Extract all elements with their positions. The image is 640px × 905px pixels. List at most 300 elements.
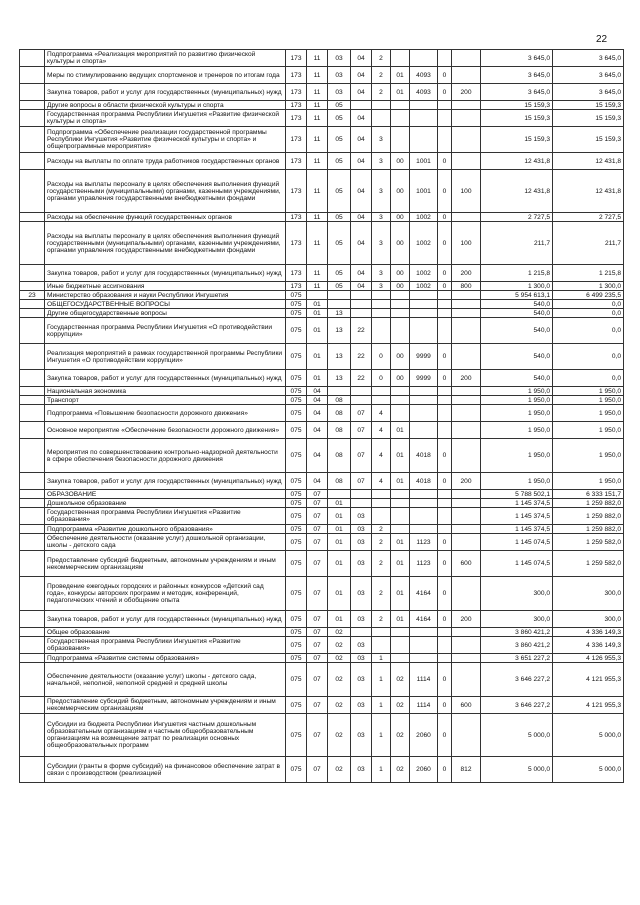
- table-row: [20, 697, 624, 714]
- direction-suffix-cell: 0: [438, 473, 452, 490]
- direction-code-cell: 1114: [410, 663, 438, 697]
- direction-suffix-cell: [438, 291, 452, 300]
- row-number-cell: [20, 282, 45, 291]
- amount-cell-2: 4 336 149,3: [553, 628, 624, 637]
- table-row: [20, 291, 624, 300]
- subsection-code-cell: 02: [328, 637, 351, 654]
- amount-cell-2: 0,0: [553, 370, 624, 387]
- row-number-cell: [20, 300, 45, 309]
- table-row: [20, 534, 624, 551]
- table-row: [20, 525, 624, 534]
- table-row: [20, 67, 624, 84]
- item-name-cell: Государственная программа Республики Ингушетия «Развитие физической культуры и спорта»: [45, 110, 286, 127]
- subprogram-code-cell: 3: [372, 153, 391, 170]
- subprogram-code-cell: 2: [372, 577, 391, 611]
- direction-suffix-cell: 0: [438, 611, 452, 628]
- item-name-cell: Подпрограмма «Обеспечение реализации государственной программы Республики Ингушетия «Развитие физической культуры и спорта» и общепрограммные мероприятия»: [45, 127, 286, 153]
- expense-type-cell: 100: [452, 222, 481, 265]
- amount-cell-2: 6 333 151,7: [553, 490, 624, 499]
- row-number-cell: [20, 84, 45, 101]
- row-number-cell: [20, 697, 45, 714]
- subprogram-code-cell: 1: [372, 654, 391, 663]
- program-code-cell: 03: [351, 757, 372, 783]
- table-row: [20, 611, 624, 628]
- item-name-cell: Закупка товаров, работ и услуг для государственных (муниципальных) нужд: [45, 473, 286, 490]
- direction-suffix-cell: 0: [438, 222, 452, 265]
- subsection-code-cell: 01: [328, 577, 351, 611]
- activity-code-cell: [391, 309, 410, 318]
- subprogram-code-cell: [372, 508, 391, 525]
- ministry-code-cell: 075: [286, 508, 307, 525]
- subsection-code-cell: 01: [328, 551, 351, 577]
- section-code-cell: 07: [307, 663, 328, 697]
- section-code-cell: 11: [307, 50, 328, 67]
- section-code-cell: 01: [307, 344, 328, 370]
- amount-cell-2: 1 950,0: [553, 396, 624, 405]
- subsection-code-cell: 02: [328, 697, 351, 714]
- section-code-cell: 07: [307, 654, 328, 663]
- item-name-cell: Обеспечение деятельности (оказание услуг) дошкольной организации, школы - детского сада: [45, 534, 286, 551]
- amount-cell-1: 1 950,0: [481, 405, 553, 422]
- activity-code-cell: 00: [391, 213, 410, 222]
- amount-cell-1: 1 300,0: [481, 282, 553, 291]
- row-number-cell: [20, 757, 45, 783]
- ministry-code-cell: 173: [286, 101, 307, 110]
- row-number-cell: [20, 663, 45, 697]
- row-number-cell: [20, 551, 45, 577]
- row-number-cell: [20, 654, 45, 663]
- amount-cell-2: 12 431,8: [553, 170, 624, 213]
- amount-cell-2: 15 159,3: [553, 110, 624, 127]
- program-code-cell: 04: [351, 153, 372, 170]
- expense-type-cell: [452, 318, 481, 344]
- amount-cell-1: 5 788 502,1: [481, 490, 553, 499]
- section-code-cell: 07: [307, 637, 328, 654]
- direction-suffix-cell: 0: [438, 67, 452, 84]
- subsection-code-cell: 08: [328, 473, 351, 490]
- amount-cell-2: 1 259 882,0: [553, 525, 624, 534]
- ministry-code-cell: 173: [286, 213, 307, 222]
- direction-code-cell: [410, 490, 438, 499]
- ministry-code-cell: 075: [286, 318, 307, 344]
- subsection-code-cell: 05: [328, 213, 351, 222]
- activity-code-cell: [391, 490, 410, 499]
- table-row: [20, 213, 624, 222]
- item-name-cell: Субсидии (гранты в форме субсидий) на финансовое обеспечение затрат в связи с производством (реализацией: [45, 757, 286, 783]
- subprogram-code-cell: 0: [372, 370, 391, 387]
- expense-type-cell: 200: [452, 265, 481, 282]
- subprogram-code-cell: 4: [372, 422, 391, 439]
- row-number-cell: [20, 344, 45, 370]
- direction-suffix-cell: 0: [438, 84, 452, 101]
- ministry-code-cell: 075: [286, 499, 307, 508]
- subsection-code-cell: 02: [328, 663, 351, 697]
- table-row: [20, 50, 624, 67]
- ministry-code-cell: 075: [286, 439, 307, 473]
- ministry-code-cell: 075: [286, 405, 307, 422]
- subsection-code-cell: 03: [328, 67, 351, 84]
- amount-cell-2: 5 000,0: [553, 757, 624, 783]
- ministry-code-cell: 075: [286, 387, 307, 396]
- table-row: [20, 551, 624, 577]
- subsection-code-cell: 05: [328, 282, 351, 291]
- amount-cell-1: 15 159,3: [481, 127, 553, 153]
- amount-cell-2: 3 645,0: [553, 67, 624, 84]
- subsection-code-cell: [328, 300, 351, 309]
- ministry-code-cell: 075: [286, 370, 307, 387]
- section-code-cell: 04: [307, 473, 328, 490]
- section-code-cell: 04: [307, 405, 328, 422]
- amount-cell-2: 3 645,0: [553, 84, 624, 101]
- row-number-cell: [20, 370, 45, 387]
- direction-suffix-cell: 0: [438, 697, 452, 714]
- ministry-code-cell: 075: [286, 309, 307, 318]
- amount-cell-1: 3 860 421,2: [481, 637, 553, 654]
- ministry-code-cell: 075: [286, 551, 307, 577]
- expense-type-cell: [452, 405, 481, 422]
- row-number-cell: [20, 387, 45, 396]
- direction-suffix-cell: 0: [438, 551, 452, 577]
- row-number-cell: [20, 265, 45, 282]
- expense-type-cell: [452, 422, 481, 439]
- item-name-cell: Подпрограмма «Реализация мероприятий по развитию физической культуры и спорта»: [45, 50, 286, 67]
- direction-suffix-cell: [438, 309, 452, 318]
- activity-code-cell: 02: [391, 663, 410, 697]
- amount-cell-1: 300,0: [481, 611, 553, 628]
- program-code-cell: 03: [351, 654, 372, 663]
- table-row: [20, 170, 624, 213]
- amount-cell-1: 1 950,0: [481, 396, 553, 405]
- direction-suffix-cell: [438, 127, 452, 153]
- activity-code-cell: [391, 508, 410, 525]
- ministry-code-cell: 075: [286, 757, 307, 783]
- item-name-cell: Расходы на обеспечение функций государственных органов: [45, 213, 286, 222]
- amount-cell-2: 2 727,5: [553, 213, 624, 222]
- row-number-cell: [20, 525, 45, 534]
- program-code-cell: 04: [351, 213, 372, 222]
- table-row: [20, 654, 624, 663]
- section-code-cell: 11: [307, 213, 328, 222]
- direction-code-cell: 1002: [410, 265, 438, 282]
- expense-type-cell: [452, 525, 481, 534]
- amount-cell-2: 0,0: [553, 309, 624, 318]
- program-code-cell: 22: [351, 370, 372, 387]
- subsection-code-cell: 13: [328, 318, 351, 344]
- item-name-cell: Закупка товаров, работ и услуг для государственных (муниципальных) нужд: [45, 611, 286, 628]
- amount-cell-2: 4 121 955,3: [553, 663, 624, 697]
- program-code-cell: 07: [351, 439, 372, 473]
- section-code-cell: 11: [307, 170, 328, 213]
- section-code-cell: 11: [307, 101, 328, 110]
- direction-code-cell: [410, 50, 438, 67]
- direction-code-cell: 1001: [410, 170, 438, 213]
- amount-cell-2: 1 300,0: [553, 282, 624, 291]
- direction-suffix-cell: [438, 50, 452, 67]
- activity-code-cell: 00: [391, 170, 410, 213]
- section-code-cell: 07: [307, 490, 328, 499]
- subprogram-code-cell: 1: [372, 757, 391, 783]
- activity-code-cell: 01: [391, 577, 410, 611]
- subsection-code-cell: 02: [328, 628, 351, 637]
- program-code-cell: 03: [351, 663, 372, 697]
- expense-type-cell: 200: [452, 473, 481, 490]
- expense-type-cell: [452, 490, 481, 499]
- activity-code-cell: 00: [391, 265, 410, 282]
- table-row: [20, 628, 624, 637]
- activity-code-cell: [391, 396, 410, 405]
- expense-type-cell: 600: [452, 551, 481, 577]
- subprogram-code-cell: [372, 300, 391, 309]
- amount-cell-2: 1 950,0: [553, 387, 624, 396]
- subprogram-code-cell: [372, 309, 391, 318]
- direction-code-cell: [410, 396, 438, 405]
- program-code-cell: 04: [351, 265, 372, 282]
- item-name-cell: Обеспечение деятельности (оказание услуг) школы - детского сада, начальной, неполной, неполной средней и средней школы: [45, 663, 286, 697]
- program-code-cell: 03: [351, 697, 372, 714]
- amount-cell-2: 15 159,3: [553, 101, 624, 110]
- subsection-code-cell: 03: [328, 84, 351, 101]
- amount-cell-1: 1 145 074,5: [481, 534, 553, 551]
- expense-type-cell: 200: [452, 611, 481, 628]
- program-code-cell: 04: [351, 127, 372, 153]
- direction-code-cell: 1001: [410, 153, 438, 170]
- direction-code-cell: [410, 525, 438, 534]
- section-code-cell: 01: [307, 300, 328, 309]
- program-code-cell: 03: [351, 551, 372, 577]
- expense-type-cell: [452, 577, 481, 611]
- direction-code-cell: 1123: [410, 534, 438, 551]
- section-code-cell: 04: [307, 387, 328, 396]
- row-number-cell: [20, 508, 45, 525]
- direction-suffix-cell: 0: [438, 534, 452, 551]
- subprogram-code-cell: 2: [372, 525, 391, 534]
- subprogram-code-cell: [372, 490, 391, 499]
- subprogram-code-cell: [372, 101, 391, 110]
- subsection-code-cell: 02: [328, 757, 351, 783]
- section-code-cell: 04: [307, 422, 328, 439]
- activity-code-cell: 00: [391, 153, 410, 170]
- amount-cell-1: 2 727,5: [481, 213, 553, 222]
- expense-type-cell: [452, 153, 481, 170]
- expense-type-cell: [452, 67, 481, 84]
- expense-type-cell: [452, 213, 481, 222]
- activity-code-cell: 01: [391, 611, 410, 628]
- amount-cell-1: 540,0: [481, 318, 553, 344]
- row-number-cell: [20, 473, 45, 490]
- subsection-code-cell: 01: [328, 525, 351, 534]
- row-number-cell: [20, 611, 45, 628]
- subprogram-code-cell: 1: [372, 663, 391, 697]
- row-number-cell: [20, 67, 45, 84]
- section-code-cell: 11: [307, 153, 328, 170]
- ministry-code-cell: 075: [286, 525, 307, 534]
- subsection-code-cell: 02: [328, 714, 351, 757]
- activity-code-cell: 01: [391, 534, 410, 551]
- ministry-code-cell: 075: [286, 628, 307, 637]
- program-code-cell: [351, 499, 372, 508]
- item-name-cell: Закупка товаров, работ и услуг для государственных (муниципальных) нужд: [45, 265, 286, 282]
- subprogram-code-cell: 3: [372, 213, 391, 222]
- amount-cell-1: 5 000,0: [481, 714, 553, 757]
- amount-cell-2: 1 259 882,0: [553, 499, 624, 508]
- activity-code-cell: [391, 499, 410, 508]
- row-number-cell: [20, 490, 45, 499]
- item-name-cell: Закупка товаров, работ и услуг для государственных (муниципальных) нужд: [45, 370, 286, 387]
- expense-type-cell: [452, 50, 481, 67]
- expense-type-cell: [452, 300, 481, 309]
- subprogram-code-cell: [372, 396, 391, 405]
- section-code-cell: 04: [307, 396, 328, 405]
- row-number-cell: [20, 534, 45, 551]
- section-code-cell: 07: [307, 499, 328, 508]
- program-code-cell: 04: [351, 110, 372, 127]
- ministry-code-cell: 173: [286, 127, 307, 153]
- direction-code-cell: [410, 291, 438, 300]
- expense-type-cell: [452, 534, 481, 551]
- ministry-code-cell: 075: [286, 611, 307, 628]
- subprogram-code-cell: 4: [372, 405, 391, 422]
- item-name-cell: Основное мероприятие «Обеспечение безопасности дорожного движения»: [45, 422, 286, 439]
- item-name-cell: Предоставление субсидий бюджетным, автономным учреждениям и иным некоммерческим организациям: [45, 551, 286, 577]
- activity-code-cell: [391, 50, 410, 67]
- expense-type-cell: [452, 628, 481, 637]
- direction-suffix-cell: [438, 637, 452, 654]
- table-row: [20, 110, 624, 127]
- direction-code-cell: [410, 110, 438, 127]
- activity-code-cell: [391, 628, 410, 637]
- table-row: [20, 300, 624, 309]
- subsection-code-cell: 08: [328, 405, 351, 422]
- amount-cell-2: 0,0: [553, 344, 624, 370]
- expense-type-cell: [452, 387, 481, 396]
- section-code-cell: 11: [307, 222, 328, 265]
- amount-cell-2: 1 215,8: [553, 265, 624, 282]
- section-code-cell: 07: [307, 534, 328, 551]
- section-code-cell: 07: [307, 757, 328, 783]
- section-code-cell: 04: [307, 439, 328, 473]
- table-row: [20, 84, 624, 101]
- ministry-code-cell: 075: [286, 422, 307, 439]
- row-number-cell: [20, 318, 45, 344]
- section-code-cell: 07: [307, 577, 328, 611]
- direction-code-cell: 4093: [410, 84, 438, 101]
- direction-code-cell: 1123: [410, 551, 438, 577]
- item-name-cell: Меры по стимулированию ведущих спортсменов и тренеров по итогам года: [45, 67, 286, 84]
- ministry-code-cell: 173: [286, 110, 307, 127]
- amount-cell-1: 1 145 374,5: [481, 499, 553, 508]
- item-name-cell: Министерство образования и науки Республики Ингушетия: [45, 291, 286, 300]
- program-code-cell: 04: [351, 50, 372, 67]
- ministry-code-cell: 075: [286, 396, 307, 405]
- direction-code-cell: 4093: [410, 67, 438, 84]
- row-number-cell: [20, 170, 45, 213]
- table-row: [20, 222, 624, 265]
- amount-cell-2: 4 126 955,3: [553, 654, 624, 663]
- subsection-code-cell: 02: [328, 654, 351, 663]
- section-code-cell: 11: [307, 282, 328, 291]
- amount-cell-1: 211,7: [481, 222, 553, 265]
- activity-code-cell: 01: [391, 422, 410, 439]
- amount-cell-2: 0,0: [553, 300, 624, 309]
- amount-cell-1: 1 145 374,5: [481, 525, 553, 534]
- direction-suffix-cell: 0: [438, 663, 452, 697]
- direction-code-cell: 1002: [410, 282, 438, 291]
- item-name-cell: Национальная экономика: [45, 387, 286, 396]
- section-code-cell: 11: [307, 127, 328, 153]
- ministry-code-cell: 075: [286, 300, 307, 309]
- expense-type-cell: [452, 508, 481, 525]
- subsection-code-cell: 05: [328, 101, 351, 110]
- ministry-code-cell: 173: [286, 50, 307, 67]
- expense-type-cell: 800: [452, 282, 481, 291]
- item-name-cell: Подпрограмма «Развитие дошкольного образования»: [45, 525, 286, 534]
- table-row: [20, 309, 624, 318]
- program-code-cell: [351, 101, 372, 110]
- direction-code-cell: 4164: [410, 577, 438, 611]
- item-name-cell: Другие общегосударственные вопросы: [45, 309, 286, 318]
- table-row: [20, 387, 624, 396]
- ministry-code-cell: 173: [286, 170, 307, 213]
- expense-type-cell: [452, 396, 481, 405]
- section-code-cell: 07: [307, 508, 328, 525]
- amount-cell-1: 1 950,0: [481, 473, 553, 490]
- item-name-cell: Предоставление субсидий бюджетным, автономным учреждениям и иным некоммерческим организациям: [45, 697, 286, 714]
- direction-suffix-cell: 0: [438, 714, 452, 757]
- item-name-cell: Расходы на выплаты по оплате труда работников государственных органов: [45, 153, 286, 170]
- amount-cell-2: 1 950,0: [553, 439, 624, 473]
- program-code-cell: 22: [351, 344, 372, 370]
- table-row: [20, 318, 624, 344]
- subsection-code-cell: 01: [328, 611, 351, 628]
- subprogram-code-cell: [372, 637, 391, 654]
- subsection-code-cell: 03: [328, 50, 351, 67]
- row-number-cell: [20, 499, 45, 508]
- expense-type-cell: 100: [452, 170, 481, 213]
- expense-type-cell: 600: [452, 697, 481, 714]
- expense-type-cell: [452, 439, 481, 473]
- table-row: [20, 344, 624, 370]
- ministry-code-cell: 075: [286, 490, 307, 499]
- subsection-code-cell: [328, 490, 351, 499]
- expense-type-cell: [452, 344, 481, 370]
- direction-code-cell: [410, 499, 438, 508]
- direction-code-cell: [410, 318, 438, 344]
- amount-cell-1: 1 145 374,5: [481, 508, 553, 525]
- program-code-cell: 04: [351, 67, 372, 84]
- subprogram-code-cell: [372, 499, 391, 508]
- amount-cell-2: 4 336 149,3: [553, 637, 624, 654]
- ministry-code-cell: 075: [286, 291, 307, 300]
- table-row: [20, 265, 624, 282]
- direction-code-cell: 9999: [410, 344, 438, 370]
- subsection-code-cell: 05: [328, 170, 351, 213]
- section-code-cell: 11: [307, 84, 328, 101]
- direction-code-cell: [410, 387, 438, 396]
- program-code-cell: [351, 387, 372, 396]
- direction-suffix-cell: 0: [438, 439, 452, 473]
- activity-code-cell: 01: [391, 473, 410, 490]
- amount-cell-2: 0,0: [553, 318, 624, 344]
- section-code-cell: 11: [307, 110, 328, 127]
- activity-code-cell: 01: [391, 84, 410, 101]
- direction-code-cell: [410, 309, 438, 318]
- amount-cell-2: 300,0: [553, 611, 624, 628]
- subprogram-code-cell: 4: [372, 439, 391, 473]
- expense-type-cell: [452, 110, 481, 127]
- subprogram-code-cell: 2: [372, 50, 391, 67]
- ministry-code-cell: 075: [286, 534, 307, 551]
- row-number-cell: [20, 50, 45, 67]
